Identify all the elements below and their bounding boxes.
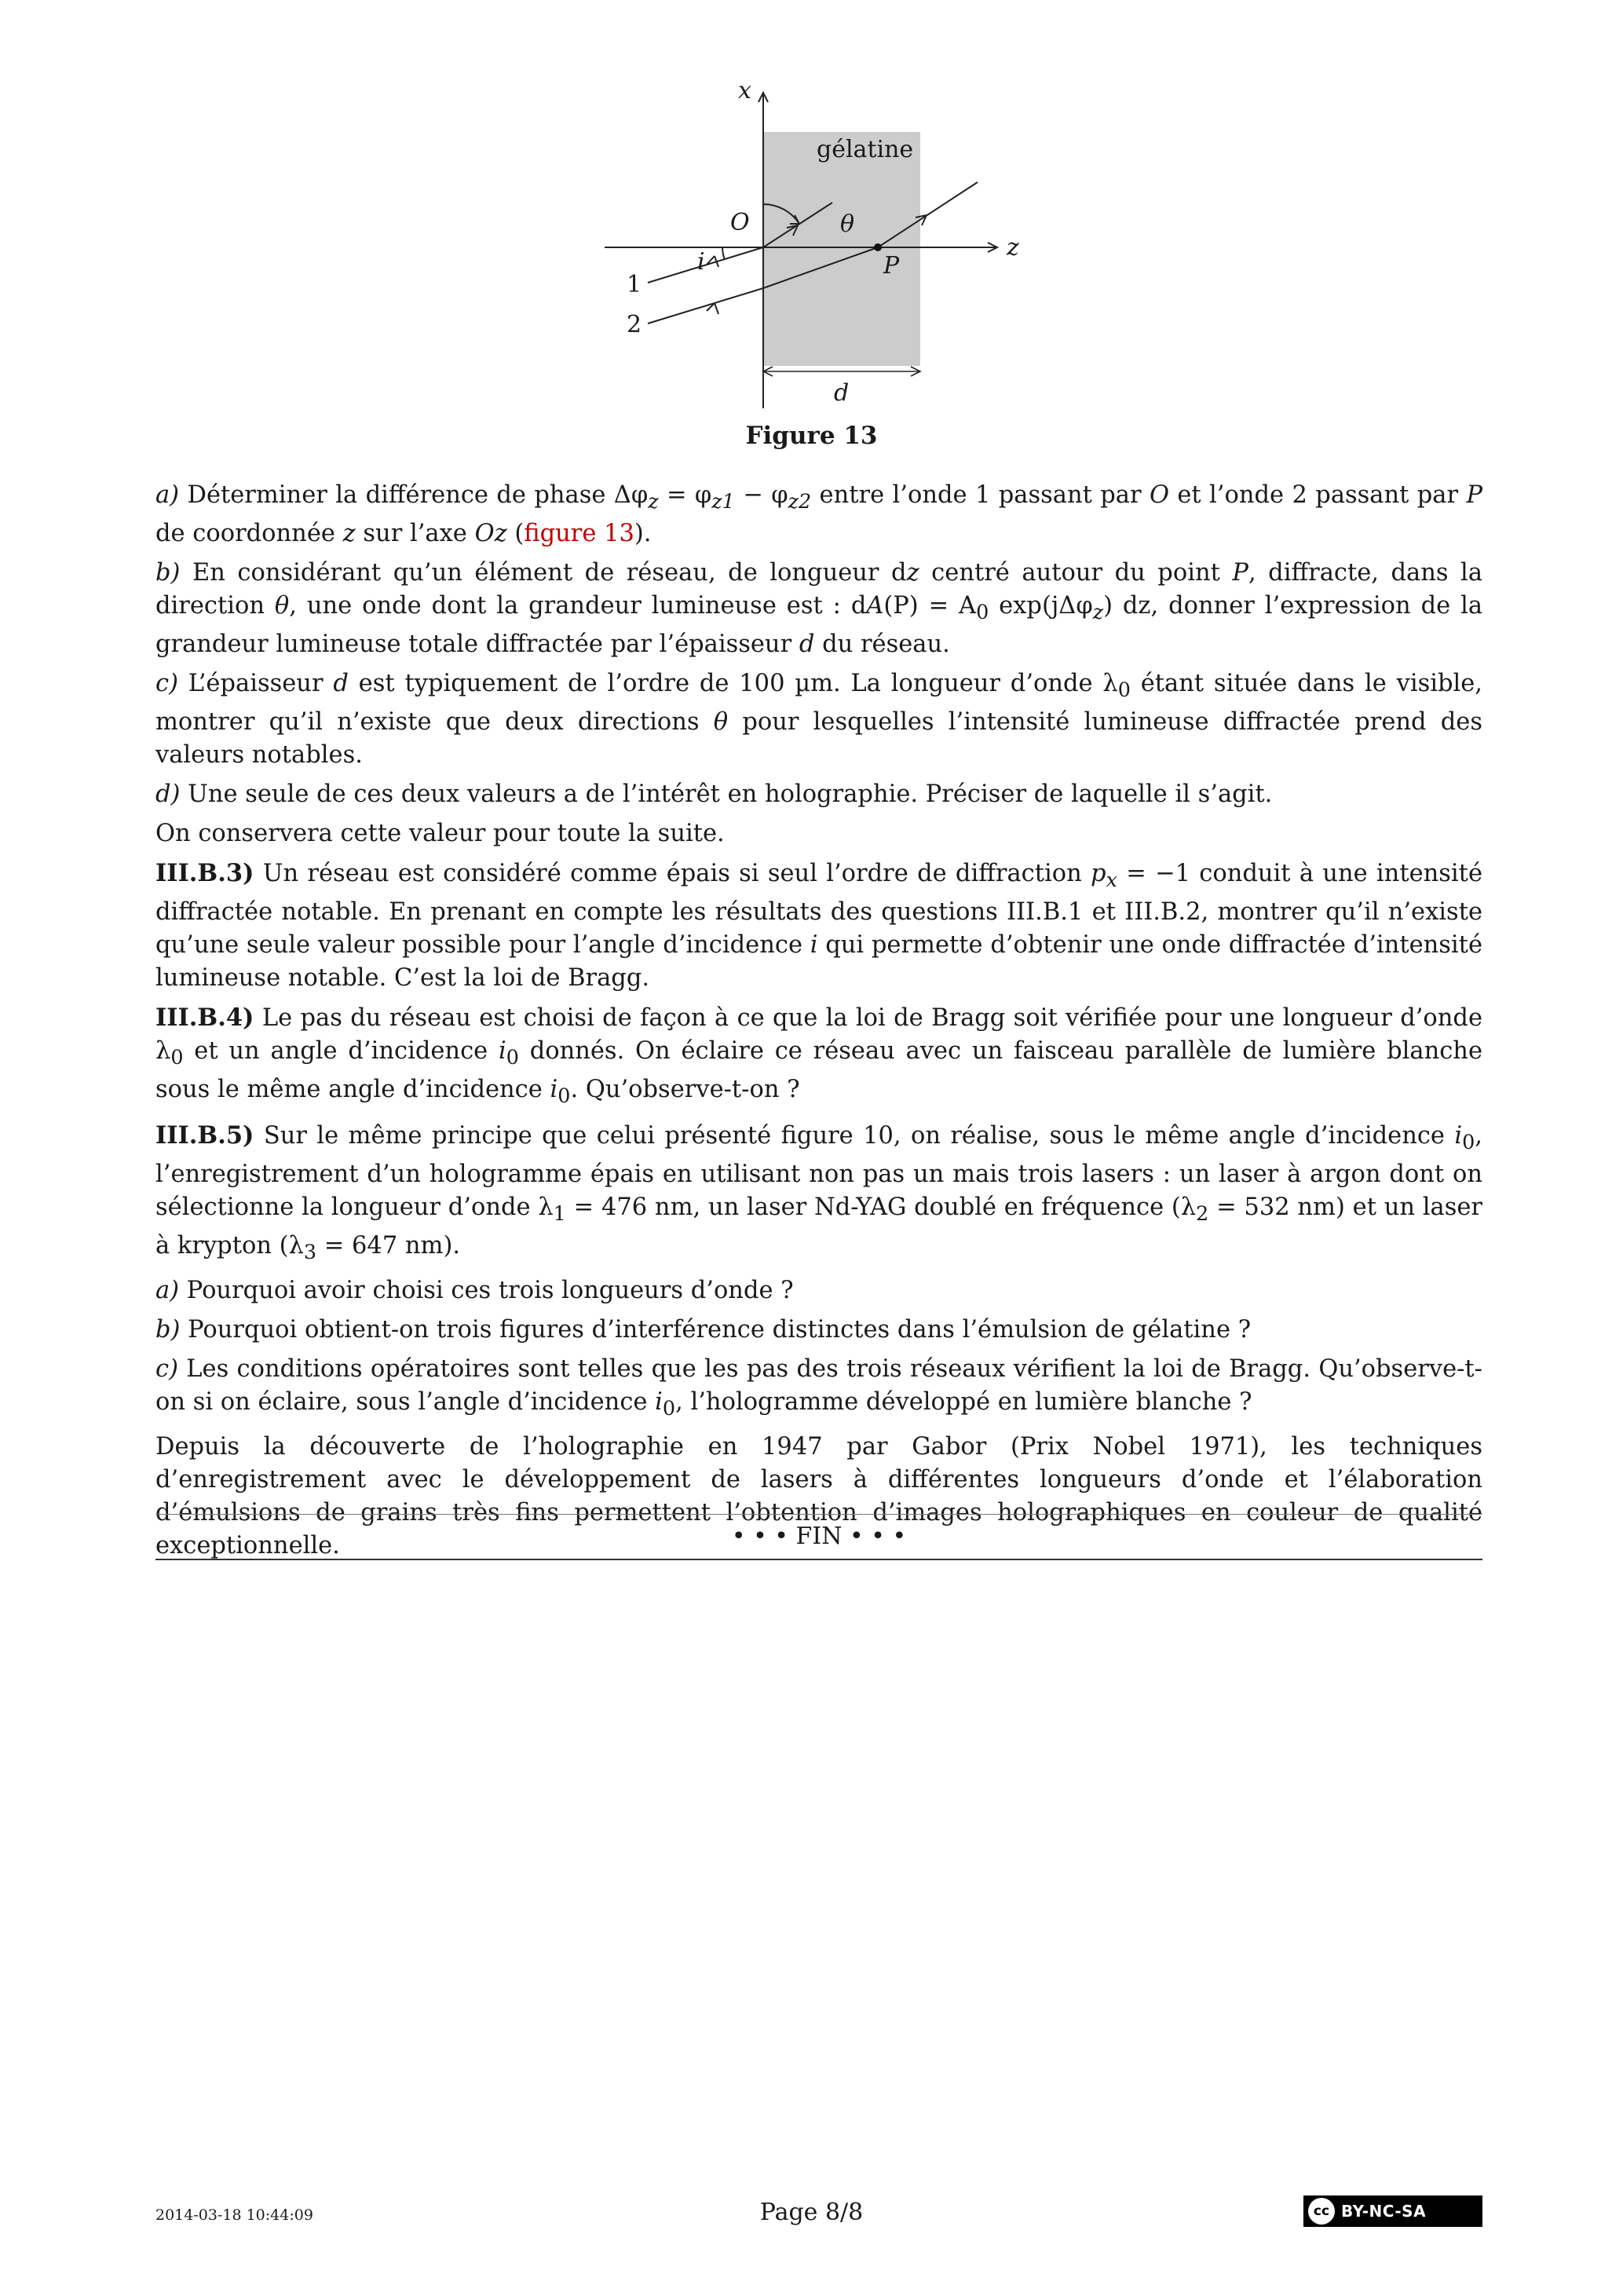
text-run: sur l’axe bbox=[355, 520, 475, 548]
text-run: centré autour du point bbox=[919, 559, 1233, 587]
math-symbol: Oz bbox=[474, 520, 507, 548]
item-label: a) bbox=[155, 1276, 180, 1304]
question-number: III.B.4) bbox=[155, 1004, 254, 1033]
license-badge[interactable] bbox=[1303, 2195, 1482, 2227]
ray-2-label: 2 bbox=[627, 311, 642, 338]
creative-commons-icon: cc bbox=[1308, 2198, 1335, 2225]
text-run: . Qu’observe-t-on ? bbox=[570, 1076, 800, 1104]
text-run: et un angle d’incidence bbox=[183, 1037, 499, 1066]
math-symbol: d bbox=[799, 631, 815, 659]
ray-1-incident bbox=[648, 247, 763, 283]
question-b-interference bbox=[155, 1314, 1482, 1347]
question-iii-b-3 bbox=[155, 857, 1482, 995]
text-run: = φ bbox=[658, 481, 712, 509]
history-paragraph: Depuis la découverte de l’holographie en 1947 par Gabor (Prix Nobel 1971), les techniques d’enregistrement avec le développement de lasers à différentes longueurs d’onde et l’élaboration d’émulsions de grains très fins permettent l’obtention d’images holographiques en couleur de qualité exceptionnelle. bbox=[155, 1432, 1482, 1559]
x-axis-label: x bbox=[738, 77, 751, 104]
page-number: Page 8/8 bbox=[759, 2199, 864, 2226]
text-run: pour lesquelles l’intensité lumineuse diffractée prend des valeurs notables. bbox=[155, 708, 1482, 770]
end-marker: • • • FIN • • • bbox=[731, 1523, 907, 1550]
subscript: 0 bbox=[1117, 678, 1131, 702]
text-run: donnés. On éclaire ce réseau avec un faisceau parallèle de lumière blanche sous le même angle d’incidence bbox=[155, 1037, 1482, 1104]
text-run: Les conditions opératoires sont telles que les pas des trois réseaux vérifient la loi de Bragg. Qu’observe-t-on si on éclaire, sous l’angle d’incidence bbox=[155, 1355, 1482, 1416]
question-c-thickness bbox=[155, 667, 1482, 772]
math-symbol: z bbox=[906, 559, 919, 587]
math-symbol: p bbox=[1091, 860, 1106, 888]
text-run: qui permette d’obtenir une onde diffractée d’intensité lumineuse notable. C’est la loi de Bragg. bbox=[155, 931, 1482, 993]
gelatin-label: gélatine bbox=[817, 136, 914, 163]
text-run: Pourquoi obtient-on trois figures d’interférence distinctes dans l’émulsion de gélatine ? bbox=[180, 1315, 1252, 1344]
subscript: x bbox=[1106, 868, 1117, 892]
subscript: z2 bbox=[788, 489, 812, 514]
subscript: 3 bbox=[303, 1239, 317, 1263]
question-text bbox=[155, 479, 1482, 1569]
text-run: − φ bbox=[734, 481, 788, 509]
text-run: Un réseau est considéré comme épais si seul l’ordre de diffraction bbox=[254, 860, 1091, 888]
subscript: z1 bbox=[711, 489, 735, 514]
text-run: et l’onde 2 passant par bbox=[1168, 481, 1467, 509]
text-run: ) dz, donner l’expression de la grandeur lumineuse totale diffractée par l’épaisseur bbox=[155, 592, 1483, 659]
text-run: = 647 nm). bbox=[316, 1231, 461, 1260]
math-symbol: P bbox=[1232, 559, 1248, 587]
subscript: z bbox=[648, 489, 659, 514]
figure-caption: Figure 13 bbox=[745, 422, 878, 450]
thickness-label: d bbox=[834, 379, 850, 407]
text-run: = 476 nm, un laser Nd-YAG doublé en fréquence (λ bbox=[565, 1193, 1197, 1221]
text-run: Déterminer la différence de phase Δφ bbox=[179, 481, 649, 509]
keep-value-note: On conservera cette valeur pour toute la suite. bbox=[155, 820, 725, 848]
math-symbol: i bbox=[655, 1387, 663, 1416]
subscript: z bbox=[1092, 600, 1104, 624]
license-text: BY-NC-SA bbox=[1341, 2202, 1427, 2221]
math-symbol: θ bbox=[274, 592, 290, 620]
footer-timestamp: 2014-03-18 10:44:09 bbox=[155, 2206, 313, 2224]
text-run: En considérant qu’un élément de réseau, de longueur d bbox=[180, 559, 907, 587]
question-number: III.B.5) bbox=[155, 1121, 254, 1150]
item-label: b) bbox=[155, 1315, 181, 1344]
question-iii-b-4 bbox=[155, 1001, 1482, 1112]
item-label: a) bbox=[155, 481, 180, 509]
math-symbol: i bbox=[498, 1037, 506, 1066]
subscript: 1 bbox=[553, 1201, 566, 1225]
text-run: , l’enregistrement d’un hologramme épais en utilisant non pas un mais trois lasers : un laser à argon dont on sélectionne la longueur d’onde λ bbox=[155, 1121, 1482, 1221]
question-iii-b-5 bbox=[155, 1119, 1482, 1268]
text-run: , une onde dont la grandeur lumineuse est : d bbox=[289, 592, 867, 620]
subscript: 0 bbox=[662, 1395, 676, 1420]
math-symbol: i bbox=[810, 931, 818, 960]
i-label: i bbox=[697, 248, 705, 276]
math-symbol: d bbox=[333, 670, 349, 698]
text-run: Une seule de ces deux valeurs a de l’intérêt en holographie. Préciser de laquelle il s’agit. bbox=[180, 781, 1273, 809]
ray-2-incident bbox=[648, 288, 763, 324]
text-run: étant située dans le visible, montrer qu’il n’existe que deux directions bbox=[155, 670, 1483, 737]
question-number: III.B.3) bbox=[155, 859, 254, 888]
item-label: c) bbox=[155, 1355, 178, 1383]
subscript: 0 bbox=[170, 1045, 184, 1069]
diffraction-diagram bbox=[581, 71, 1052, 416]
text-run: = 532 nm) et un laser à krypton (λ bbox=[155, 1193, 1482, 1260]
math-symbol: O bbox=[1149, 481, 1169, 509]
ray-1-label: 1 bbox=[627, 271, 642, 298]
text-run: Pourquoi avoir choisi ces trois longueurs d’onde ? bbox=[179, 1276, 794, 1304]
subscript: 0 bbox=[976, 600, 989, 624]
text-run: exp(jΔφ bbox=[989, 592, 1093, 620]
math-symbol: A bbox=[866, 592, 884, 620]
text-run: (P) = A bbox=[883, 592, 977, 620]
text-run: , l’hologramme développé en lumière blanche ? bbox=[675, 1387, 1252, 1416]
text-run: de coordonnée bbox=[155, 520, 343, 548]
math-symbol: θ bbox=[713, 708, 729, 737]
text-run: ). bbox=[634, 520, 652, 548]
text-run: Le pas du réseau est choisi de façon à ce que la loi de Bragg soit vérifiée pour une longueur d’onde λ bbox=[155, 1004, 1482, 1066]
item-label: b) bbox=[155, 559, 181, 587]
point-p-label: P bbox=[883, 252, 900, 280]
math-symbol: z bbox=[342, 520, 356, 548]
i-arc bbox=[722, 247, 725, 260]
subscript: 0 bbox=[506, 1045, 519, 1069]
bottom-rule bbox=[155, 1559, 1482, 1560]
math-symbol: i bbox=[1454, 1121, 1463, 1150]
text-run: est typiquement de l’ordre de 100 µm. La longueur d’onde λ bbox=[348, 670, 1118, 698]
ray-1-arrow-a bbox=[707, 256, 718, 267]
text-run: ( bbox=[506, 520, 525, 548]
figure-13-link[interactable]: figure 13 bbox=[524, 520, 634, 548]
text-run: = −1 conduit à une intensité diffractée notable. En prenant en compte les résultats des questions III.B.1 et III.B.2, montrer qu’il n’existe qu’une seule valeur possible pour l’angle d’incidence bbox=[155, 860, 1482, 960]
subscript: 0 bbox=[557, 1084, 571, 1108]
subscript: 2 bbox=[1196, 1201, 1209, 1225]
end-marker-block bbox=[155, 1514, 1482, 1560]
item-label: d) bbox=[155, 781, 181, 809]
text-run: L’épaisseur bbox=[177, 670, 334, 698]
question-b-diffraction bbox=[155, 557, 1482, 661]
subscript: 0 bbox=[1462, 1129, 1475, 1153]
gelatin-slab bbox=[763, 132, 920, 366]
question-d-holography bbox=[155, 778, 1482, 811]
text-run: , diffracte, dans la direction bbox=[155, 559, 1482, 620]
question-a-wavelengths bbox=[155, 1274, 1482, 1307]
text-run: Sur le même principe que celui présenté figure 10, on réalise, sous le même angle d’incidence bbox=[254, 1121, 1455, 1150]
text-run: entre l’onde 1 passant par bbox=[811, 481, 1150, 509]
z-axis-label: z bbox=[1007, 234, 1019, 261]
origin-label: O bbox=[730, 209, 750, 236]
text-run: du réseau. bbox=[814, 631, 950, 659]
math-symbol: i bbox=[550, 1076, 558, 1104]
question-c-white-light bbox=[155, 1353, 1482, 1424]
figure-13 bbox=[581, 71, 1052, 416]
item-label: c) bbox=[155, 670, 178, 698]
math-symbol: P bbox=[1466, 481, 1483, 509]
question-a-phase bbox=[155, 479, 1482, 550]
point-p-dot bbox=[874, 243, 882, 251]
theta-label: θ bbox=[840, 210, 855, 238]
